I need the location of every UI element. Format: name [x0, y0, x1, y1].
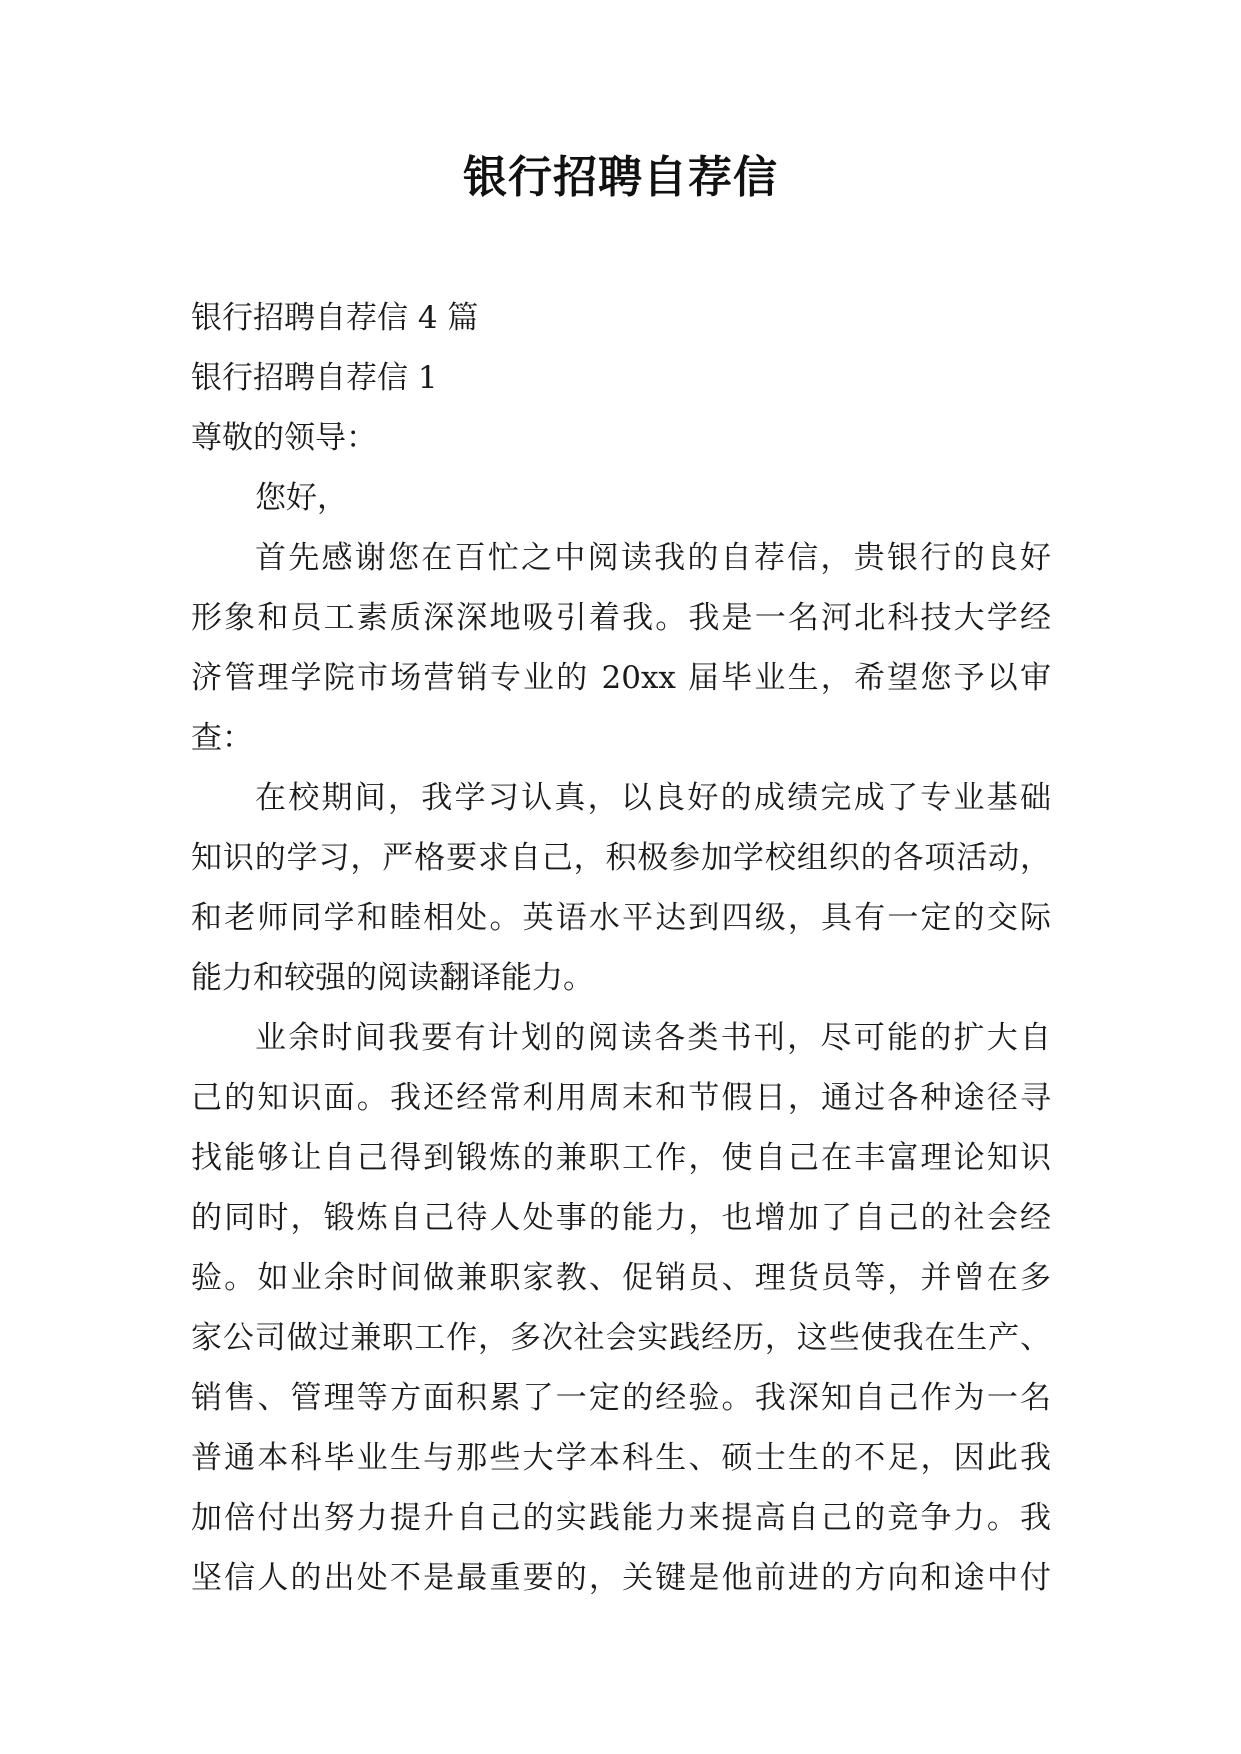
document-body [191, 288, 1051, 1608]
paragraph-line: 找能够让自己得到锻炼的兼职工作，使自己在丰富理论知识 [191, 1140, 1051, 1176]
paragraph-line: 济管理学院市场营销专业的 20xx 届毕业生，希望您予以审 [191, 660, 1051, 696]
paragraph-line: 形象和员工素质深深地吸引着我。我是一名河北科技大学经 [191, 600, 1051, 636]
paragraph-line: 首先感谢您在百忙之中阅读我的自荐信，贵银行的良好 [255, 540, 1051, 576]
heading-line-letter-number: 银行招聘自荐信 1 [191, 360, 438, 396]
paragraph-line: 的同时，锻炼自己待人处事的能力，也增加了自己的社会经 [191, 1200, 1051, 1236]
paragraph-line: 知识的学习，严格要求自己，积极参加学校组织的各项活动， [191, 840, 1051, 876]
salutation: 尊敬的领导： [191, 420, 377, 456]
document-title: 银行招聘自荐信 [463, 152, 778, 203]
paragraph-line: 坚信人的出处不是最重要的，关键是他前进的方向和途中付 [191, 1560, 1051, 1596]
paragraph-line: 普通本科毕业生与那些大学本科生、硕士生的不足，因此我 [191, 1440, 1051, 1476]
greeting: 您好， [255, 480, 348, 516]
paragraph-2 [191, 768, 1051, 1008]
heading-line-collection: 银行招聘自荐信 4 篇 [191, 300, 479, 336]
paragraph-3 [191, 1008, 1051, 1608]
paragraph-line: 业余时间我要有计划的阅读各类书刊，尽可能的扩大自 [255, 1020, 1051, 1056]
paragraph-line: 家公司做过兼职工作，多次社会实践经历，这些使我在生产、 [191, 1320, 1051, 1356]
paragraph-line: 和老师同学和睦相处。英语水平达到四级，具有一定的交际 [191, 900, 1051, 936]
paragraph-line: 在校期间，我学习认真，以良好的成绩完成了专业基础 [255, 780, 1051, 816]
paragraph-line: 己的知识面。我还经常利用周末和节假日，通过各种途径寻 [191, 1080, 1051, 1116]
paragraph-line: 验。如业余时间做兼职家教、促销员、理货员等，并曾在多 [191, 1260, 1051, 1296]
paragraph-1 [191, 528, 1051, 768]
paragraph-line: 能力和较强的阅读翻译能力。 [191, 960, 594, 996]
paragraph-line: 加倍付出努力提升自己的实践能力来提高自己的竞争力。我 [191, 1500, 1051, 1536]
paragraph-line: 查： [191, 720, 253, 756]
paragraph-line: 销售、管理等方面积累了一定的经验。我深知自己作为一名 [191, 1380, 1051, 1416]
